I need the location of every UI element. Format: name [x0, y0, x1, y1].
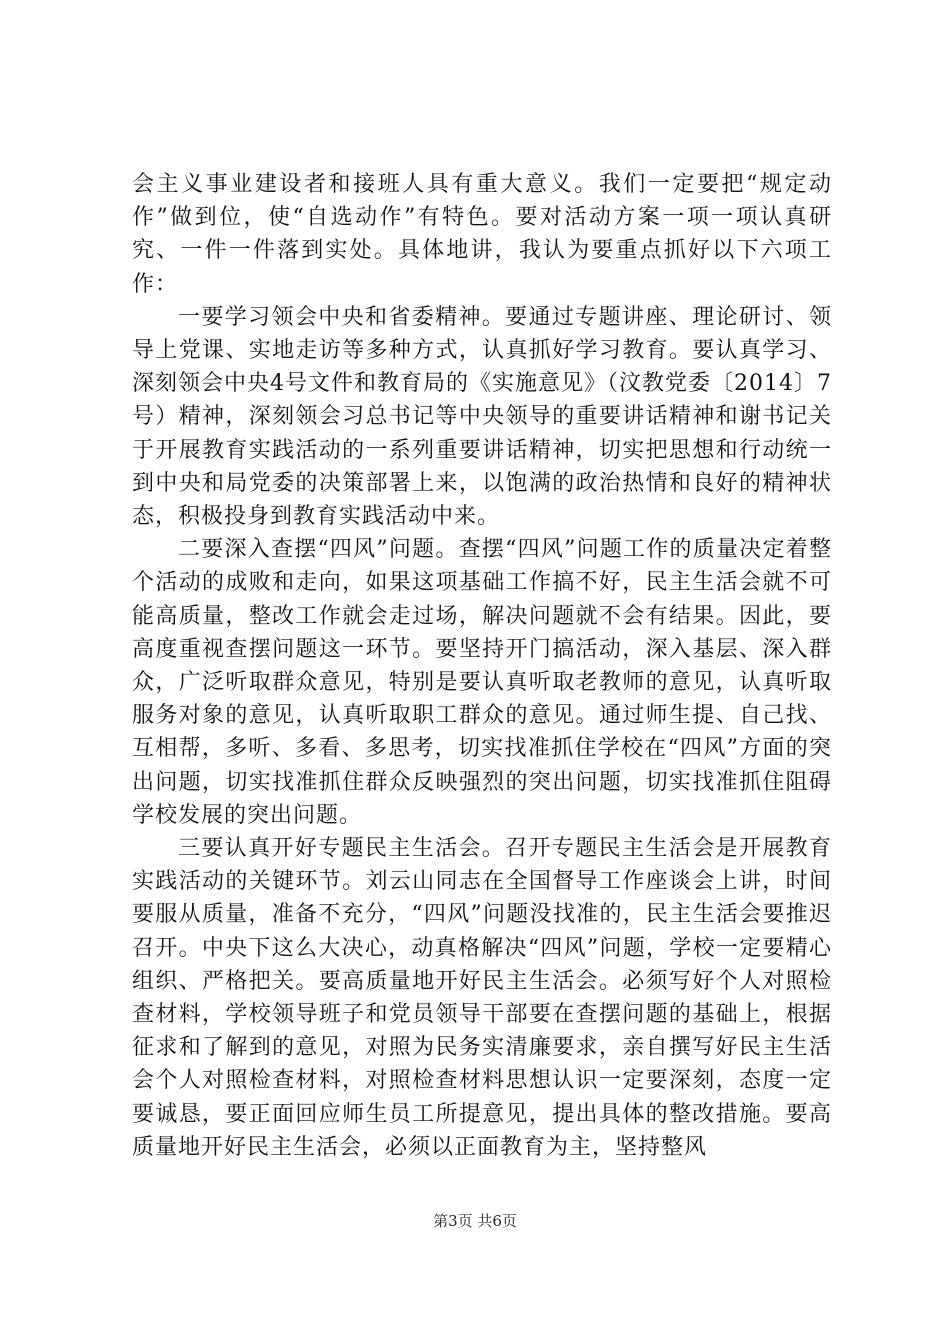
- paragraph-4: 三要认真开好专题民主生活会。召开专题民主生活会是开展教育实践活动的关键环节。刘云山同志在全国督导工作座谈会上讲，时间要服从质量，准备不充分，“四风”问题没找准的，民主生活会要推迟召开。中央下这么大决心，动真格解决“四风”问题，学校一定要精心组织、严格把关。要高质量地开好民主生活会。必须写好个人对照检查材料，学校领导班子和党员领导干部要在查摆问题的基础上，根据征求和了解到的意见，对照为民务实清廉要求，亲自撰写好民主生活会个人对照检查材料，对照检查材料思想认识一定要深刻，态度一定要诚恳，要正面回应师生员工所提意见，提出具体的整改措施。要高质量地开好民主生活会，必须以正面教育为主，坚持整风: [132, 836, 832, 1160]
- paragraph-1: 会主义事业建设者和接班人具有重大意义。我们一定要把“规定动作”做到位，使“自选动作”有特色。要对活动方案一项一项认真研究、一件一件落到实处。具体地讲，我认为要重点抓好以下六项工作：: [132, 172, 832, 297]
- paragraph-3: 二要深入查摆“四风”问题。查摆“四风”问题工作的质量决定着整个活动的成败和走向，如果这项基础工作搞不好，民主生活会就不可能高质量，整改工作就会走过场，解决问题就不会有结果。因此，要高度重视查摆问题这一环节。要坚持开门搞活动，深入基层、深入群众，广泛听取群众意见，特别是要认真听取老教师的意见，认真听取服务对象的意见，认真听取职工群众的意见。通过师生提、自己找、互相帮，多听、多看、多思考，切实找准抓住学校在“四风”方面的突出问题，切实找准抓住群众反映强烈的突出问题，切实找准抓住阻碍学校发展的突出问题。: [132, 537, 832, 828]
- page-footer: 第3页 共6页: [433, 1212, 517, 1230]
- paragraph-2: 一要学习领会中央和省委精神。要通过专题讲座、理论研讨、领导上党课、实地走访等多种方式，认真抓好学习教育。要认真学习、深刻领会中央4号文件和教育局的《实施意见》（汶教党委〔2014〕7号）精神，深刻领会习总书记等中央领导的重要讲话精神和谢书记关于开展教育实践活动的一系列重要讲话精神，切实把思想和行动统一到中央和局党委的决策部署上来，以饱满的政治热情和良好的精神状态，积极投身到教育实践活动中来。: [132, 304, 832, 530]
- document-body: [132, 168, 832, 1164]
